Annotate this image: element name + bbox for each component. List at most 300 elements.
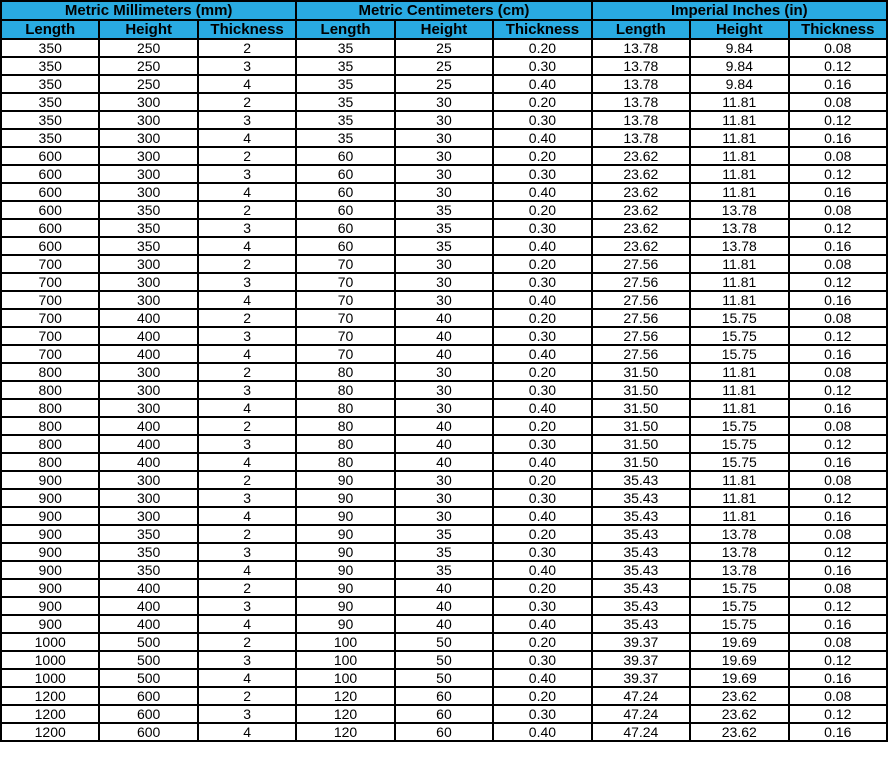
table-cell: 31.50 [592, 363, 690, 381]
table-cell: 30 [395, 129, 493, 147]
table-cell: 0.20 [493, 417, 591, 435]
table-cell: 500 [99, 651, 197, 669]
table-cell: 60 [395, 723, 493, 741]
table-cell: 13.78 [592, 111, 690, 129]
table-row [1, 345, 887, 363]
table-cell: 9.84 [690, 57, 788, 75]
table-cell: 30 [395, 471, 493, 489]
table-cell: 9.84 [690, 75, 788, 93]
table-cell: 350 [99, 219, 197, 237]
table-cell: 0.40 [493, 345, 591, 363]
table-cell: 0.12 [789, 327, 888, 345]
table-row [1, 417, 887, 435]
table-cell: 40 [395, 435, 493, 453]
table-cell: 31.50 [592, 417, 690, 435]
table-cell: 3 [198, 489, 296, 507]
table-row [1, 525, 887, 543]
table-cell: 70 [296, 255, 394, 273]
table-cell: 60 [296, 165, 394, 183]
table-cell: 13.78 [690, 561, 788, 579]
table-cell: 27.56 [592, 255, 690, 273]
table-cell: 0.08 [789, 309, 888, 327]
table-row [1, 363, 887, 381]
table-cell: 2 [198, 309, 296, 327]
table-cell: 30 [395, 291, 493, 309]
table-cell: 0.30 [493, 219, 591, 237]
column-header-cm-length: Length [296, 20, 394, 39]
table-cell: 3 [198, 543, 296, 561]
table-row [1, 399, 887, 417]
table-cell: 300 [99, 381, 197, 399]
table-cell: 3 [198, 273, 296, 291]
table-cell: 0.30 [493, 705, 591, 723]
table-cell: 0.12 [789, 435, 888, 453]
table-row [1, 147, 887, 165]
table-cell: 0.40 [493, 237, 591, 255]
table-cell: 0.16 [789, 399, 888, 417]
table-cell: 800 [1, 363, 99, 381]
table-cell: 800 [1, 417, 99, 435]
table-cell: 0.40 [493, 129, 591, 147]
table-cell: 15.75 [690, 417, 788, 435]
column-header-in-height: Height [690, 20, 788, 39]
table-row [1, 165, 887, 183]
table-cell: 13.78 [592, 39, 690, 57]
table-cell: 0.40 [493, 75, 591, 93]
table-cell: 4 [198, 75, 296, 93]
table-cell: 600 [99, 687, 197, 705]
table-cell: 0.08 [789, 39, 888, 57]
table-cell: 2 [198, 147, 296, 165]
table-cell: 35.43 [592, 507, 690, 525]
table-cell: 0.30 [493, 489, 591, 507]
table-cell: 35 [395, 561, 493, 579]
table-cell: 70 [296, 309, 394, 327]
table-cell: 70 [296, 291, 394, 309]
table-cell: 2 [198, 201, 296, 219]
table-cell: 400 [99, 615, 197, 633]
table-cell: 400 [99, 579, 197, 597]
table-cell: 35 [296, 129, 394, 147]
table-cell: 2 [198, 417, 296, 435]
table-row [1, 597, 887, 615]
table-row [1, 633, 887, 651]
table-cell: 13.78 [690, 201, 788, 219]
table-cell: 400 [99, 453, 197, 471]
table-cell: 100 [296, 651, 394, 669]
table-cell: 900 [1, 615, 99, 633]
table-cell: 350 [99, 525, 197, 543]
table-cell: 3 [198, 597, 296, 615]
table-cell: 600 [1, 147, 99, 165]
table-cell: 0.16 [789, 129, 888, 147]
table-cell: 0.20 [493, 633, 591, 651]
section-title-cm: Metric Centimeters (cm) [296, 1, 591, 20]
table-cell: 39.37 [592, 651, 690, 669]
table-cell: 13.78 [690, 525, 788, 543]
table-cell: 2 [198, 525, 296, 543]
table-cell: 80 [296, 363, 394, 381]
table-cell: 0.16 [789, 723, 888, 741]
table-cell: 300 [99, 291, 197, 309]
table-cell: 50 [395, 669, 493, 687]
table-cell: 900 [1, 525, 99, 543]
table-cell: 30 [395, 93, 493, 111]
table-cell: 350 [1, 111, 99, 129]
table-cell: 0.40 [493, 183, 591, 201]
table-cell: 90 [296, 471, 394, 489]
table-cell: 11.81 [690, 147, 788, 165]
table-cell: 0.30 [493, 381, 591, 399]
table-cell: 15.75 [690, 327, 788, 345]
table-cell: 40 [395, 579, 493, 597]
table-cell: 600 [1, 165, 99, 183]
column-header-mm-height: Height [99, 20, 197, 39]
table-cell: 1000 [1, 651, 99, 669]
table-cell: 60 [395, 705, 493, 723]
table-cell: 500 [99, 633, 197, 651]
table-row [1, 579, 887, 597]
table-cell: 800 [1, 435, 99, 453]
table-cell: 300 [99, 255, 197, 273]
table-cell: 40 [395, 327, 493, 345]
table-cell: 23.62 [592, 147, 690, 165]
table-cell: 15.75 [690, 309, 788, 327]
table-cell: 0.08 [789, 525, 888, 543]
table-cell: 31.50 [592, 435, 690, 453]
table-cell: 900 [1, 507, 99, 525]
table-cell: 4 [198, 345, 296, 363]
column-header-row [1, 20, 887, 39]
table-cell: 600 [1, 201, 99, 219]
table-row [1, 111, 887, 129]
table-cell: 1200 [1, 687, 99, 705]
table-cell: 300 [99, 273, 197, 291]
table-cell: 50 [395, 633, 493, 651]
table-cell: 0.40 [493, 453, 591, 471]
table-cell: 400 [99, 417, 197, 435]
table-cell: 30 [395, 273, 493, 291]
table-cell: 1000 [1, 633, 99, 651]
table-cell: 40 [395, 345, 493, 363]
table-cell: 300 [99, 471, 197, 489]
table-cell: 0.08 [789, 201, 888, 219]
table-cell: 400 [99, 597, 197, 615]
table-cell: 0.08 [789, 579, 888, 597]
table-cell: 2 [198, 633, 296, 651]
column-header-cm-thickness: Thickness [493, 20, 591, 39]
table-cell: 31.50 [592, 453, 690, 471]
table-cell: 900 [1, 579, 99, 597]
table-cell: 35.43 [592, 561, 690, 579]
table-cell: 0.16 [789, 453, 888, 471]
table-cell: 400 [99, 435, 197, 453]
table-cell: 13.78 [690, 237, 788, 255]
table-cell: 2 [198, 93, 296, 111]
table-row [1, 615, 887, 633]
table-cell: 350 [99, 543, 197, 561]
table-cell: 600 [1, 219, 99, 237]
table-cell: 23.62 [690, 705, 788, 723]
table-cell: 35.43 [592, 597, 690, 615]
table-cell: 4 [198, 399, 296, 417]
table-cell: 80 [296, 381, 394, 399]
table-cell: 11.81 [690, 291, 788, 309]
table-cell: 3 [198, 57, 296, 75]
table-cell: 15.75 [690, 435, 788, 453]
table-cell: 900 [1, 471, 99, 489]
table-cell: 0.30 [493, 273, 591, 291]
table-row [1, 381, 887, 399]
table-cell: 9.84 [690, 39, 788, 57]
table-cell: 47.24 [592, 723, 690, 741]
table-row [1, 453, 887, 471]
table-cell: 19.69 [690, 651, 788, 669]
table-cell: 350 [1, 93, 99, 111]
table-cell: 90 [296, 525, 394, 543]
table-row [1, 507, 887, 525]
table-cell: 13.78 [592, 57, 690, 75]
table-cell: 900 [1, 543, 99, 561]
table-cell: 0.30 [493, 327, 591, 345]
table-cell: 0.40 [493, 561, 591, 579]
table-cell: 47.24 [592, 687, 690, 705]
table-cell: 40 [395, 417, 493, 435]
table-cell: 0.12 [789, 597, 888, 615]
table-row [1, 705, 887, 723]
table-cell: 600 [1, 183, 99, 201]
table-cell: 3 [198, 651, 296, 669]
table-cell: 40 [395, 597, 493, 615]
table-cell: 0.12 [789, 57, 888, 75]
table-row [1, 273, 887, 291]
table-cell: 30 [395, 255, 493, 273]
table-cell: 4 [198, 507, 296, 525]
table-row [1, 669, 887, 687]
table-cell: 0.30 [493, 165, 591, 183]
table-cell: 13.78 [592, 75, 690, 93]
table-cell: 800 [1, 381, 99, 399]
table-cell: 23.62 [592, 201, 690, 219]
table-cell: 300 [99, 93, 197, 111]
table-cell: 40 [395, 309, 493, 327]
table-cell: 0.40 [493, 669, 591, 687]
table-cell: 0.08 [789, 147, 888, 165]
table-row [1, 687, 887, 705]
table-cell: 27.56 [592, 309, 690, 327]
table-cell: 0.40 [493, 615, 591, 633]
table-cell: 27.56 [592, 327, 690, 345]
table-cell: 25 [395, 57, 493, 75]
table-cell: 0.40 [493, 507, 591, 525]
table-row [1, 93, 887, 111]
table-cell: 300 [99, 165, 197, 183]
table-cell: 0.20 [493, 93, 591, 111]
table-cell: 3 [198, 111, 296, 129]
table-row [1, 201, 887, 219]
table-cell: 0.12 [789, 543, 888, 561]
table-cell: 31.50 [592, 399, 690, 417]
table-cell: 0.16 [789, 345, 888, 363]
table-row [1, 129, 887, 147]
table-cell: 90 [296, 579, 394, 597]
table-cell: 31.50 [592, 381, 690, 399]
table-cell: 0.08 [789, 93, 888, 111]
table-cell: 30 [395, 399, 493, 417]
table-cell: 23.62 [592, 237, 690, 255]
table-cell: 4 [198, 561, 296, 579]
table-cell: 23.62 [592, 219, 690, 237]
table-cell: 19.69 [690, 633, 788, 651]
table-cell: 70 [296, 273, 394, 291]
table-cell: 3 [198, 705, 296, 723]
table-cell: 60 [296, 237, 394, 255]
table-cell: 0.16 [789, 561, 888, 579]
table-cell: 300 [99, 489, 197, 507]
table-cell: 13.78 [690, 543, 788, 561]
table-cell: 800 [1, 399, 99, 417]
table-cell: 13.78 [592, 93, 690, 111]
table-cell: 0.30 [493, 543, 591, 561]
table-cell: 11.81 [690, 273, 788, 291]
table-cell: 11.81 [690, 165, 788, 183]
table-cell: 13.78 [592, 129, 690, 147]
table-cell: 27.56 [592, 273, 690, 291]
table-cell: 0.12 [789, 165, 888, 183]
table-cell: 100 [296, 633, 394, 651]
table-cell: 23.62 [690, 687, 788, 705]
table-row [1, 75, 887, 93]
table-cell: 0.12 [789, 381, 888, 399]
column-header-in-length: Length [592, 20, 690, 39]
table-cell: 0.20 [493, 147, 591, 165]
table-cell: 250 [99, 57, 197, 75]
table-cell: 300 [99, 507, 197, 525]
table-cell: 90 [296, 543, 394, 561]
table-cell: 50 [395, 651, 493, 669]
table-cell: 3 [198, 435, 296, 453]
table-cell: 0.20 [493, 201, 591, 219]
table-cell: 0.20 [493, 471, 591, 489]
table-cell: 0.08 [789, 417, 888, 435]
table-row [1, 183, 887, 201]
table-cell: 0.30 [493, 435, 591, 453]
table-cell: 35 [395, 201, 493, 219]
table-cell: 11.81 [690, 255, 788, 273]
table-cell: 600 [99, 705, 197, 723]
table-cell: 400 [99, 345, 197, 363]
table-row [1, 435, 887, 453]
table-cell: 700 [1, 273, 99, 291]
table-cell: 0.16 [789, 507, 888, 525]
table-cell: 35 [296, 111, 394, 129]
table-cell: 0.16 [789, 75, 888, 93]
table-cell: 4 [198, 129, 296, 147]
table-cell: 300 [99, 111, 197, 129]
table-cell: 23.62 [592, 165, 690, 183]
table-cell: 47.24 [592, 705, 690, 723]
table-cell: 350 [1, 129, 99, 147]
table-cell: 2 [198, 255, 296, 273]
table-cell: 11.81 [690, 471, 788, 489]
table-cell: 350 [99, 201, 197, 219]
table-cell: 350 [1, 57, 99, 75]
table-cell: 4 [198, 615, 296, 633]
table-cell: 350 [1, 39, 99, 57]
table-cell: 120 [296, 705, 394, 723]
table-cell: 0.12 [789, 219, 888, 237]
section-title-row [1, 1, 887, 20]
table-cell: 35.43 [592, 525, 690, 543]
table-cell: 2 [198, 39, 296, 57]
table-cell: 2 [198, 579, 296, 597]
table-row [1, 255, 887, 273]
table-cell: 70 [296, 327, 394, 345]
table-cell: 23.62 [690, 723, 788, 741]
table-cell: 700 [1, 291, 99, 309]
table-cell: 30 [395, 165, 493, 183]
table-cell: 35 [395, 525, 493, 543]
table-cell: 35 [395, 543, 493, 561]
table-cell: 4 [198, 237, 296, 255]
table-cell: 0.20 [493, 255, 591, 273]
table-cell: 0.16 [789, 183, 888, 201]
table-row [1, 543, 887, 561]
table-cell: 0.16 [789, 615, 888, 633]
table-row [1, 723, 887, 741]
table-row [1, 57, 887, 75]
table-cell: 1000 [1, 669, 99, 687]
table-cell: 350 [99, 237, 197, 255]
table-cell: 11.81 [690, 507, 788, 525]
table-cell: 600 [99, 723, 197, 741]
table-cell: 4 [198, 723, 296, 741]
table-cell: 11.81 [690, 129, 788, 147]
table-cell: 900 [1, 489, 99, 507]
table-cell: 19.69 [690, 669, 788, 687]
table-cell: 90 [296, 561, 394, 579]
table-cell: 30 [395, 363, 493, 381]
table-cell: 0.20 [493, 525, 591, 543]
table-cell: 4 [198, 291, 296, 309]
table-cell: 30 [395, 489, 493, 507]
table-cell: 13.78 [690, 219, 788, 237]
table-cell: 0.08 [789, 471, 888, 489]
table-cell: 3 [198, 327, 296, 345]
table-cell: 0.40 [493, 291, 591, 309]
table-cell: 35.43 [592, 543, 690, 561]
table-cell: 700 [1, 327, 99, 345]
column-header-cm-height: Height [395, 20, 493, 39]
table-cell: 80 [296, 435, 394, 453]
table-cell: 35 [395, 219, 493, 237]
table-cell: 11.81 [690, 111, 788, 129]
table-cell: 2 [198, 363, 296, 381]
table-row [1, 39, 887, 57]
table-cell: 600 [1, 237, 99, 255]
table-cell: 4 [198, 183, 296, 201]
table-cell: 1200 [1, 723, 99, 741]
table-cell: 0.12 [789, 273, 888, 291]
table-cell: 0.20 [493, 579, 591, 597]
table-cell: 300 [99, 363, 197, 381]
table-cell: 23.62 [592, 183, 690, 201]
table-cell: 80 [296, 399, 394, 417]
table-row [1, 237, 887, 255]
table-cell: 35.43 [592, 579, 690, 597]
table-cell: 35.43 [592, 471, 690, 489]
table-cell: 0.12 [789, 705, 888, 723]
